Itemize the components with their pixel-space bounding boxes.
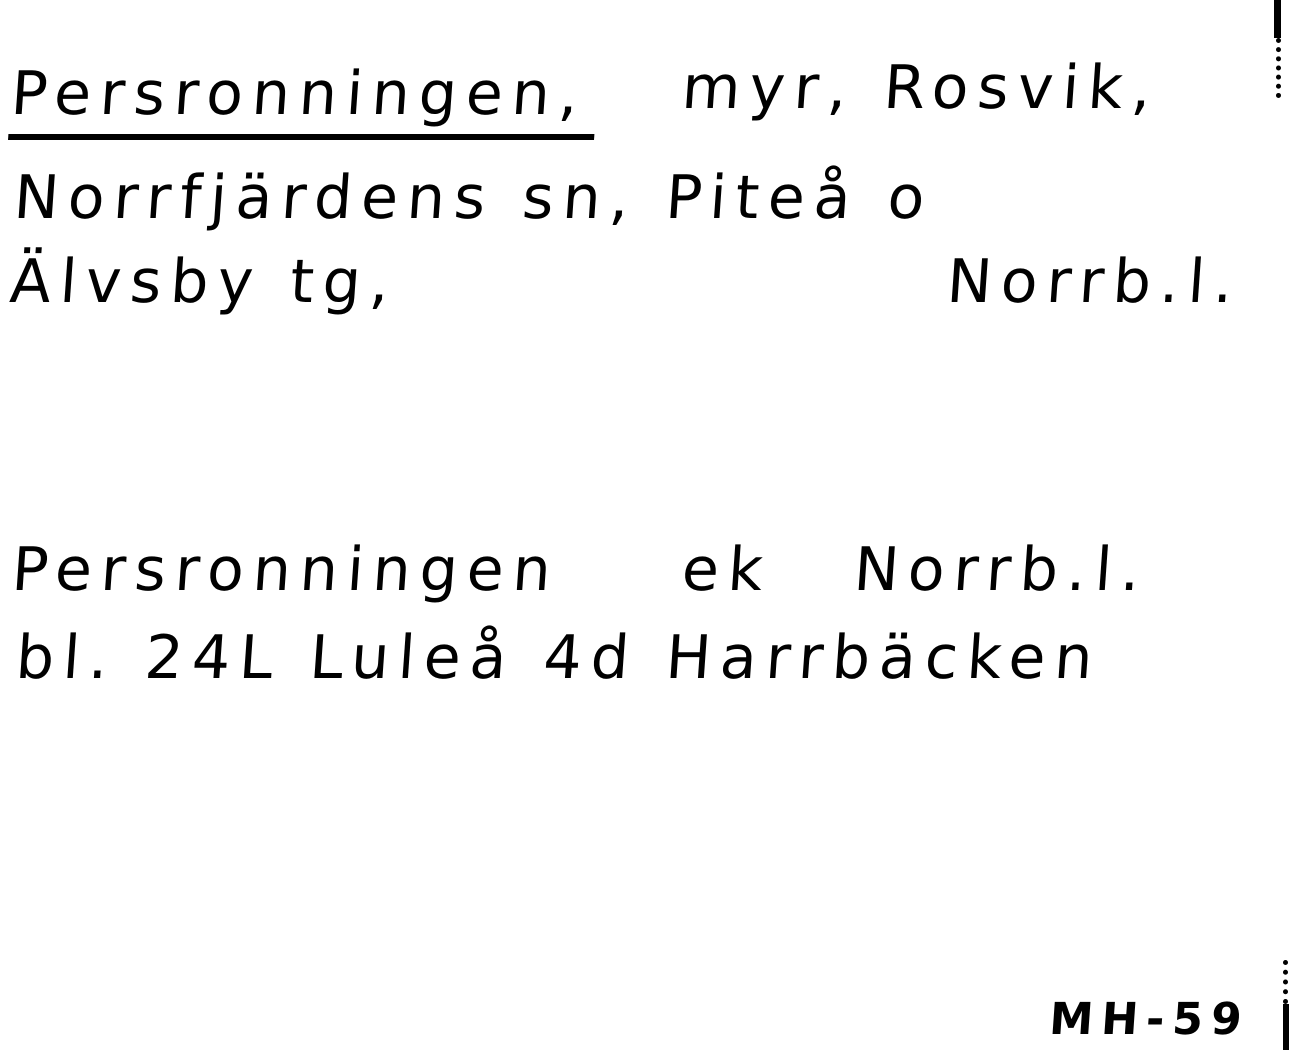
entry1-headword: Persronningen,: [8, 64, 599, 140]
entry1-parish-line: Norrfjärdens sn, Piteå o: [11, 163, 936, 233]
entry1-county: Norrb.l.: [944, 247, 1245, 317]
scan-mark-top-dotted: [1276, 38, 1281, 98]
signature: MH-59: [1047, 994, 1252, 1045]
scan-mark-bottom-solid: [1283, 1004, 1289, 1050]
scan-mark-bottom-dotted: [1283, 960, 1288, 1004]
entry1-locality: myr, Rosvik,: [679, 53, 1163, 123]
entry2-headword: Persronningen: [9, 535, 563, 605]
entry2-county: Norrb.l.: [851, 535, 1152, 605]
entry2-map-type: ek: [679, 535, 775, 605]
entry1-district-line: Älvsby tg,: [7, 247, 401, 317]
entry2-map-sheet: bl. 24L Luleå 4d Harrbäcken: [13, 623, 1105, 693]
scan-mark-top-solid: [1274, 0, 1281, 38]
